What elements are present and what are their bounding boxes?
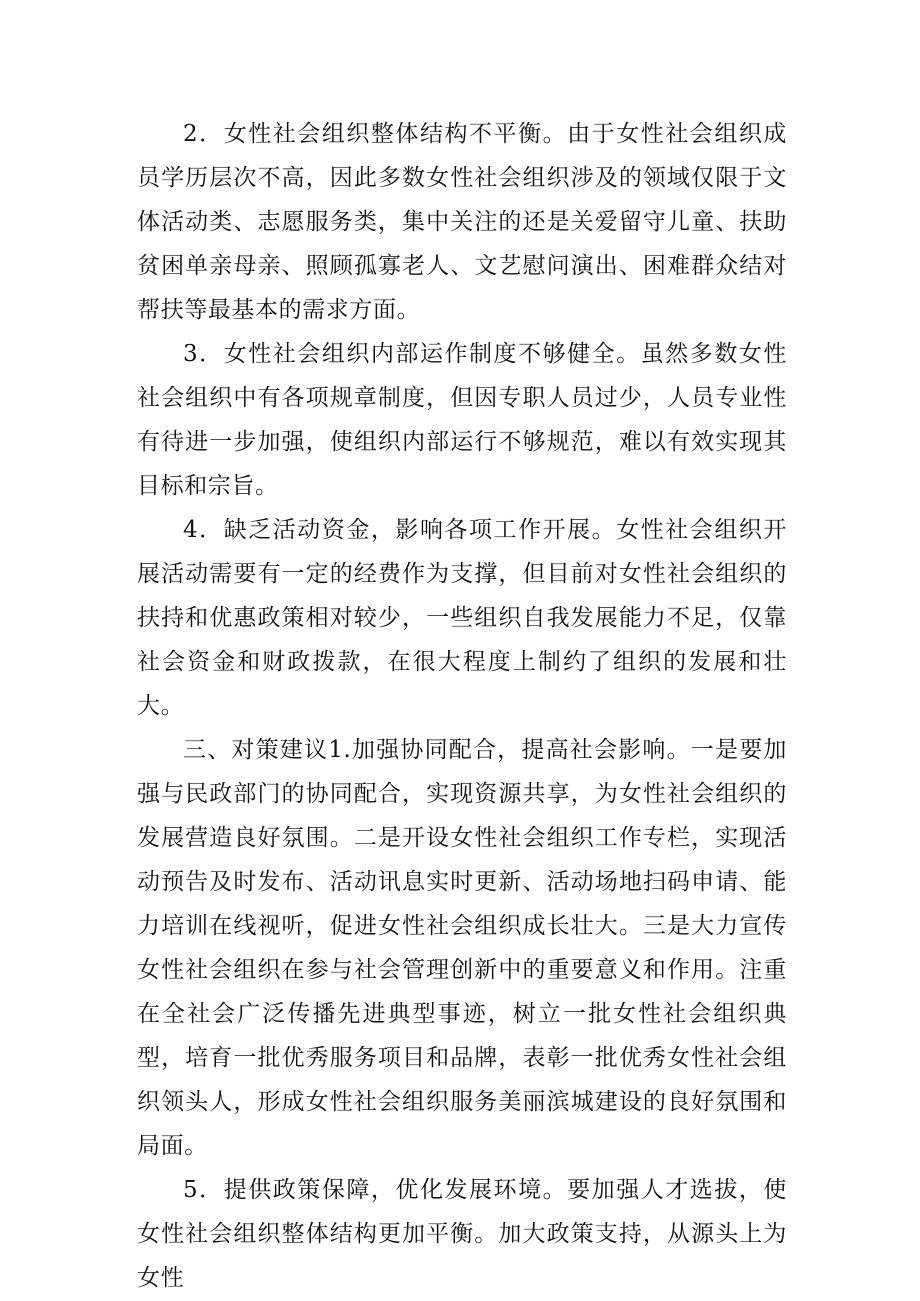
paragraph-structure-imbalance: 2．女性社会组织整体结构不平衡。由于女性社会组织成员学历层次不高，因此多数女性社会组织涉及的领域仅限于文体活动类、志愿服务类，集中关注的还是关爱留守儿童、扶助贫困单亲母亲、照顾孤寡老人、文艺慰问演出、困难群众结对帮扶等最基本的需求方面。 xyxy=(137,121,787,323)
paragraph-countermeasures: 三、对策建议1.加强协同配合，提高社会影响。一是要加强与民政部门的协同配合，实现资源共享，为女性社会组织的发展营造良好氛围。二是开设女性社会组织工作专栏，实现活动预告及时发布、活动讯息实时更新、活动场地扫码申请、能力培训在线视听，促进女性社会组织成长壮大。三是大力宣传女性社会组织在参与社会管理创新中的重要意义和作用。注重在全社会广泛传播先进典型事迹，树立一批女性社会组织典型，培育一批优秀服务项目和品牌，表彰一批优秀女性社会组织领头人，形成女性社会组织服务美丽滨城建设的良好氛围和局面。 xyxy=(137,737,787,1159)
document-body xyxy=(137,112,787,1300)
paragraph-policy-guarantee: 5．提供政策保障，优化发展环境。要加强人才选拔，使女性社会组织整体结构更加平衡。加大政策支持，从源头上为女性 xyxy=(137,1177,787,1291)
paragraph-internal-operation: 3．女性社会组织内部运作制度不够健全。虽然多数女性社会组织中有各项规章制度，但因专职人员过少，人员专业性有待进一步加强，使组织内部运行不够规范，难以有效实现其目标和宗旨。 xyxy=(137,341,787,499)
paragraph-funding-shortage: 4．缺乏活动资金，影响各项工作开展。女性社会组织开展活动需要有一定的经费作为支撑，但目前对女性社会组织的扶持和优惠政策相对较少，一些组织自我发展能力不足，仅靠社会资金和财政拨款，在很大程度上制约了组织的发展和壮大。 xyxy=(137,517,787,719)
